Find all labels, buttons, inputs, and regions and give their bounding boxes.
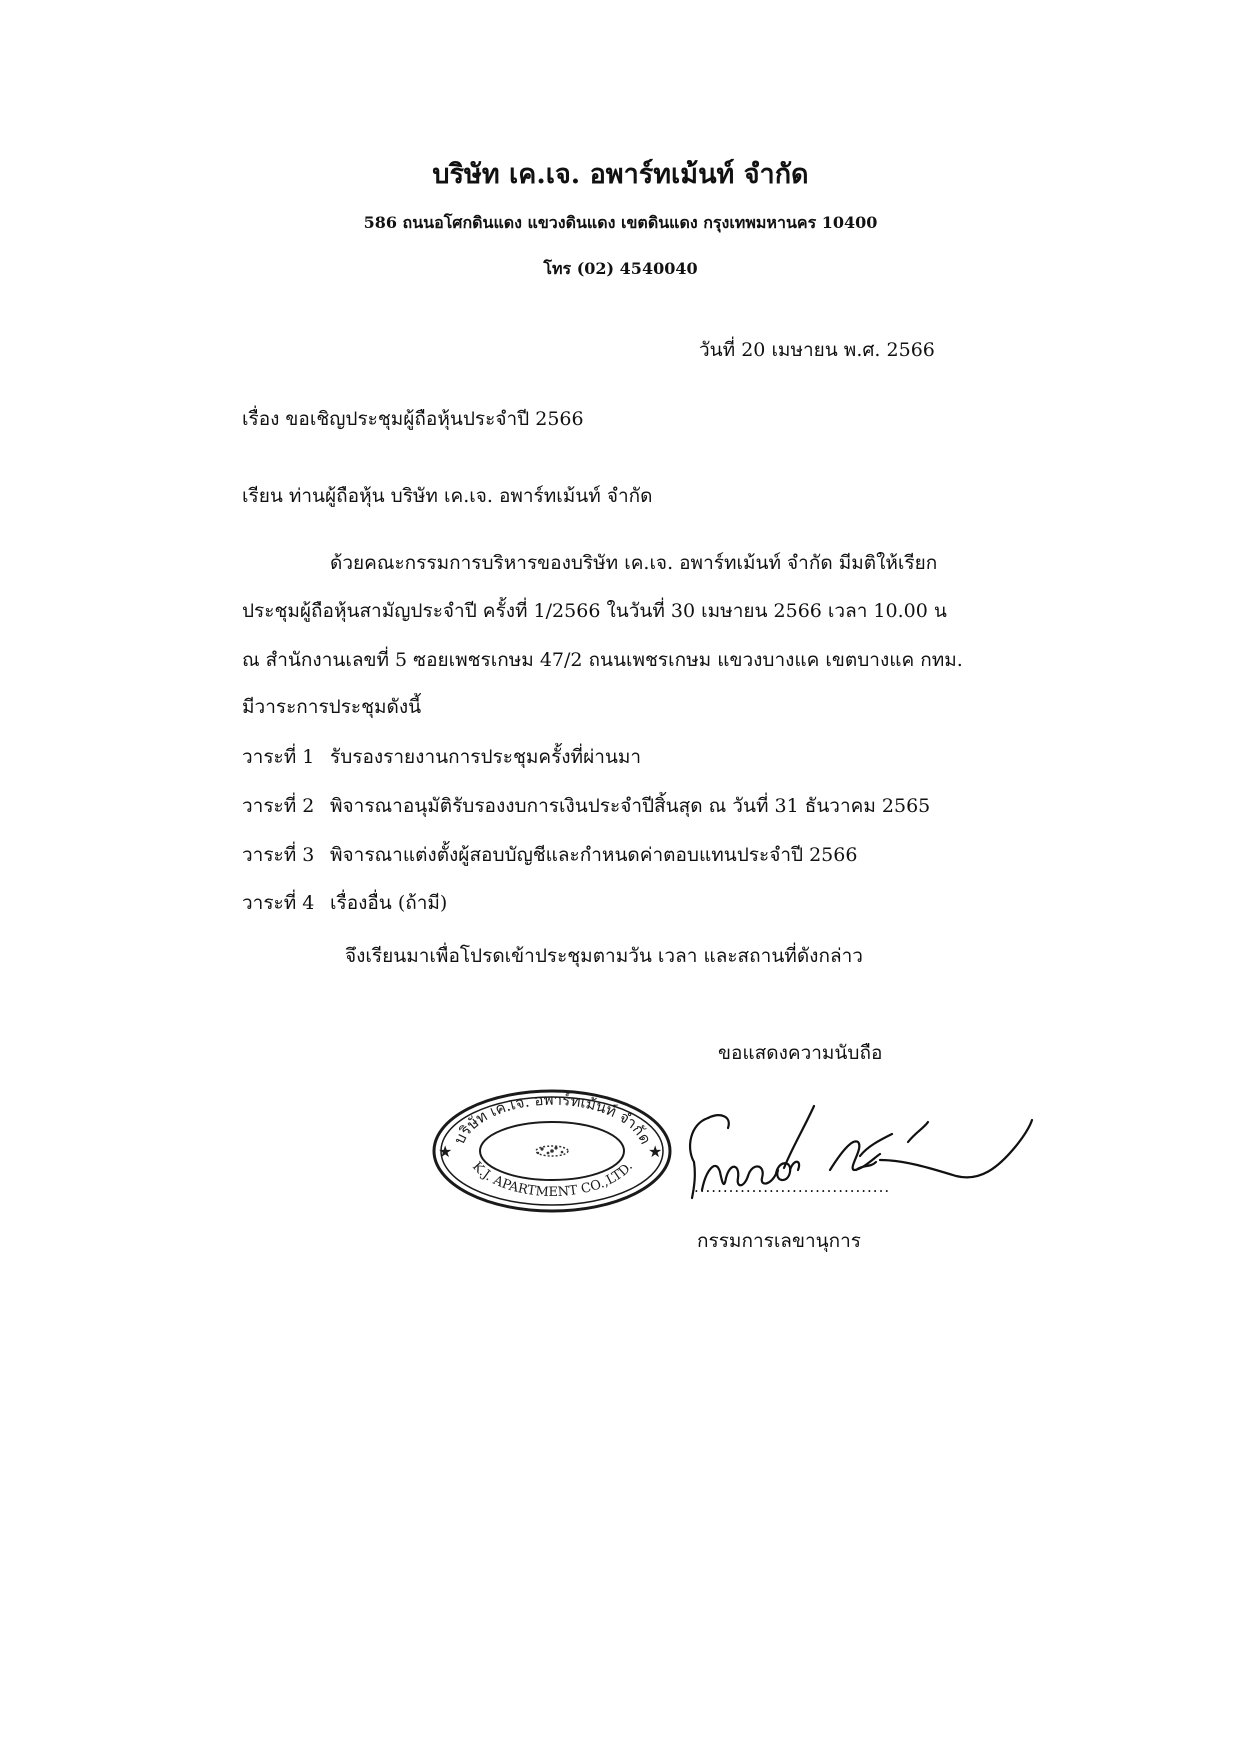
company-name: บริษัท เค.เจ. อพาร์ทเม้นท์ จำกัด xyxy=(432,159,809,190)
seal-emblem xyxy=(536,1146,568,1156)
letter-recipient: เรียน ท่านผู้ถือหุ้น บริษัท เค.เจ. อพาร์ทเม้นท์ จำกัด xyxy=(242,485,653,507)
body-line-1: ด้วยคณะกรรมการบริหารของบริษัท เค.เจ. อพาร์ทเม้นท์ จำกัด มีมติให้เรียก xyxy=(330,552,938,574)
agenda-number: วาระที่ 4 xyxy=(242,892,315,914)
agenda-text: พิจารณาแต่งตั้งผู้สอบบัญชีและกำหนดค่าตอบแทนประจำปี 2566 xyxy=(330,844,858,866)
company-seal xyxy=(430,1085,675,1215)
star-icon: ★ xyxy=(648,1142,663,1161)
body-line-3: ณ สำนักงานเลขที่ 5 ซอยเพชรเกษม 47/2 ถนนเพชรเกษม แขวงบางแค เขตบางแค กทม. xyxy=(242,649,963,671)
star-icon: ★ xyxy=(438,1142,453,1161)
agenda-number: วาระที่ 3 xyxy=(242,844,315,866)
agenda-text: เรื่องอื่น (ถ้ามี) xyxy=(330,892,448,914)
signatory-position: กรรมการเลขานุการ xyxy=(697,1230,861,1252)
letter-date: วันที่ 20 เมษายน พ.ศ. 2566 xyxy=(699,339,935,361)
seal-bottom-text: K.J. APARTMENT CO.,LTD. xyxy=(469,1159,636,1201)
agenda-number: วาระที่ 2 xyxy=(242,795,315,817)
company-phone: โทร (02) 4540040 xyxy=(543,259,698,278)
closing-line: จึงเรียนมาเพื่อโปรดเข้าประชุมตามวัน เวลา และสถานที่ดังกล่าว xyxy=(345,945,863,967)
body-line-4: มีวาระการประชุมดังนี้ xyxy=(242,696,422,718)
valediction: ขอแสดงความนับถือ xyxy=(718,1042,883,1064)
body-line-2: ประชุมผู้ถือหุ้นสามัญประจำปี ครั้งที่ 1/2566 ในวันที่ 30 เมษายน 2566 เวลา 10.00 น xyxy=(242,600,947,622)
letter-subject: เรื่อง ขอเชิญประชุมผู้ถือหุ้นประจำปี 2566 xyxy=(242,408,584,430)
agenda-text: รับรองรายงานการประชุมครั้งที่ผ่านมา xyxy=(330,746,642,768)
agenda-text: พิจารณาอนุมัติรับรองงบการเงินประจำปีสิ้นสุด ณ วันที่ 31 ธันวาคม 2565 xyxy=(330,795,931,817)
signature-line: .................................. xyxy=(694,1178,891,1196)
agenda-number: วาระที่ 1 xyxy=(242,746,315,768)
seal-top-text: บริษัท เค.เจ. อพาร์ทเม้นท์ จำกัด xyxy=(450,1090,655,1147)
company-address: 586 ถนนอโศกดินแดง แขวงดินแดง เขตดินแดง กรุงเทพมหานคร 10400 xyxy=(363,213,878,232)
